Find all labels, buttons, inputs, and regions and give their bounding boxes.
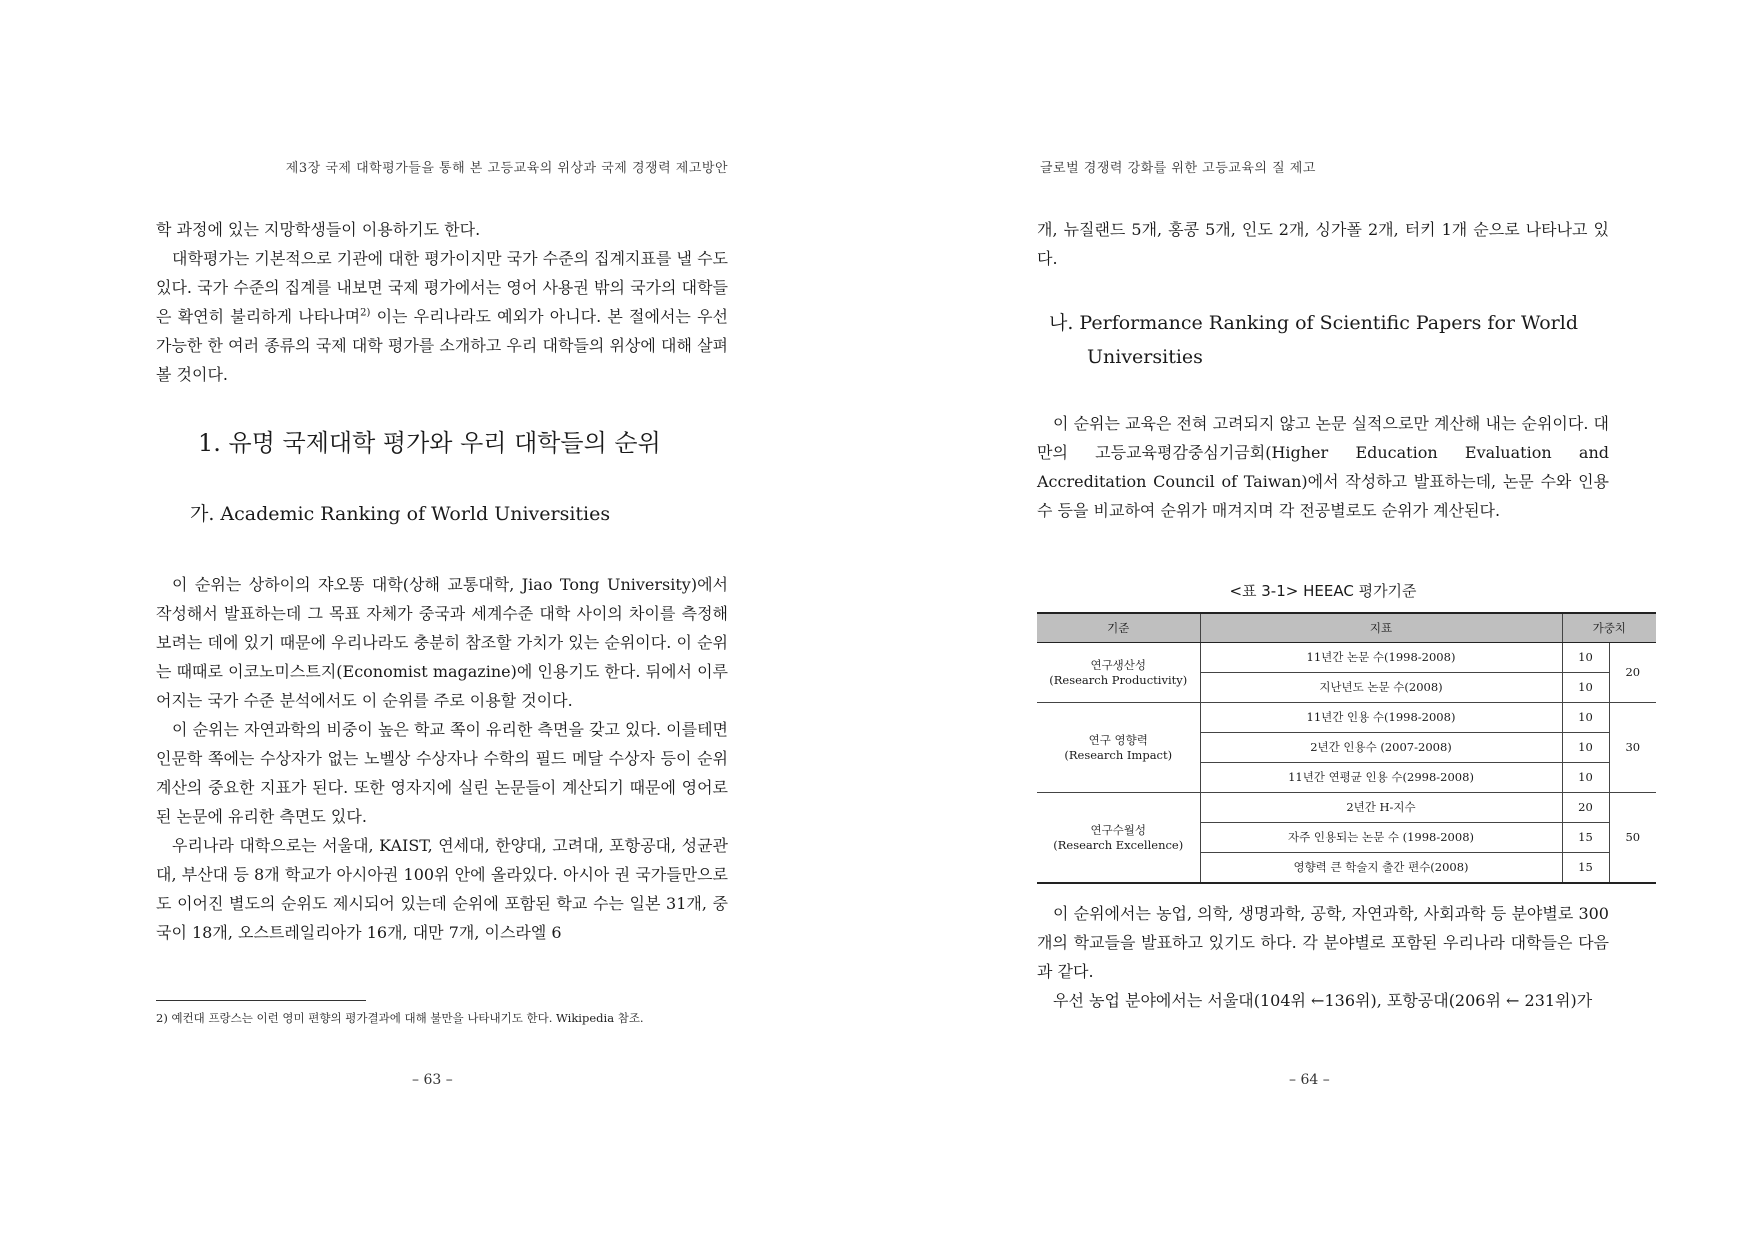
- criterion-name: 연구생산성: [1090, 657, 1147, 672]
- group-total-cell: 30: [1609, 703, 1656, 793]
- paragraph: 이 순위에서는 농업, 의학, 생명과학, 공학, 자연과학, 사회과학 등 분야별로 300개의 학교들을 발표하고 있기도 하다. 각 분야별로 포함된 우리나라 대학들은 다음과 같다.: [1037, 904, 1609, 981]
- table-row: [1037, 703, 1656, 733]
- paragraph: 우리나라 대학으로는 서울대, KAIST, 연세대, 한양대, 고려대, 포항공대, 성균관대, 부산대 등 8개 학교가 아시아권 100위 안에 올라있다. 아시아 권 국가들만으로도 이어진 별도의 순위도 제시되어 있는데 순위에 포함된 학교 수는 일본 31개, 중국이 18개, 오스트레일리아가 16개, 대만 7개, 이스라엘 6: [156, 836, 728, 942]
- group-total-cell: 50: [1609, 793, 1656, 884]
- indicator-cell: 2년간 H-지수: [1200, 793, 1562, 823]
- paragraph: 우선 농업 분야에서는 서울대(104위 ←136위), 포항공대(206위 ← 231위)가: [1053, 991, 1593, 1010]
- running-head: 글로벌 경쟁력 강화를 위한 고등교육의 질 제고: [1040, 161, 1316, 176]
- weight-cell: 10: [1562, 643, 1609, 673]
- left-page: [0, 0, 876, 1240]
- subsection-heading: [1037, 306, 1609, 374]
- section-heading: [156, 427, 728, 459]
- section-heading-text: 1. 유명 국제대학 평가와 우리 대학들의 순위: [198, 429, 661, 457]
- criterion-name-en: (Research Productivity): [1049, 672, 1188, 687]
- section-body: [156, 570, 728, 947]
- subsection-heading-text: 나. Performance Ranking of Scientific Papers for World: [1049, 312, 1579, 334]
- criterion-cell: [1037, 643, 1200, 703]
- table-row: [1037, 793, 1656, 823]
- weight-cell: 15: [1562, 823, 1609, 853]
- table-caption: <표 3-1> HEEAC 평가기준: [1229, 582, 1417, 600]
- section-body: [1037, 899, 1609, 1015]
- paragraph-text: 이는 우리나라도 예외가 아니다. 본 절에서는 우선 가능한 한 여러 종류의 국제 대학 평가를 소개하고 우리 대학들의 위상에 대해 살펴볼 것이다.: [156, 307, 728, 384]
- intro-text: [156, 215, 728, 389]
- paragraph: [156, 244, 728, 389]
- weight-cell: 10: [1562, 673, 1609, 703]
- weight-cell: 15: [1562, 853, 1609, 884]
- table-header-cell: 기준: [1037, 613, 1200, 643]
- indicator-cell: 자주 인용되는 논문 수 (1998-2008): [1200, 823, 1562, 853]
- right-page: [876, 0, 1753, 1240]
- page-number: – 63 –: [412, 1072, 453, 1088]
- paragraph: 이 순위는 자연과학의 비중이 높은 학교 쪽이 유리한 측면을 갖고 있다. 이를테면 인문학 쪽에는 수상자가 없는 노벨상 수상자나 수학의 필드 메달 수상자 등이 순위 계산의 중요한 지표가 된다. 또한 영자지에 실린 논문들이 계산되기 때문에 영어로 된 논문에 유리한 측면도 있다.: [156, 720, 728, 826]
- running-head: 제3장 국제 대학평가들을 통해 본 고등교육의 위상과 국제 경쟁력 제고방안: [285, 161, 728, 176]
- table-header-cell: 가중치: [1562, 613, 1656, 643]
- subsection-heading-text: Universities: [1087, 346, 1203, 368]
- continuation-text: [1037, 215, 1609, 273]
- table-header-cell: 지표: [1200, 613, 1562, 643]
- criterion-name: 연구수월성: [1090, 822, 1147, 837]
- paragraph-text: 대학평가는 기본적으로 기관에 대한 평가이지만 국가 수준의 집계지표를 낼 수도 있다. 국가 수준의 집계를 내보면 국제 평가에서는 영어 사용권 밖의 국가의 대학들은 확연히 불리하게 나타나며: [156, 249, 728, 326]
- paragraph: 이 순위는 교육은 전혀 고려되지 않고 논문 실적으로만 계산해 내는 순위이다. 대만의 고등교육평감중심기금회(Higher Education Evaluation and Accreditation Council of Taiwan)에서 작성하고 발표하는데, 논문 수와 인용 수 등을 비교하여 순위가 매겨지며 각 전공별로도 순위가 계산된다.: [1037, 414, 1609, 520]
- page-number: – 64 –: [1289, 1072, 1330, 1088]
- weight-cell: 10: [1562, 763, 1609, 793]
- table-header-row: [1037, 613, 1656, 643]
- criterion-cell: [1037, 793, 1200, 884]
- weight-cell: 10: [1562, 733, 1609, 763]
- table-row: [1037, 643, 1656, 673]
- footnote-reference[interactable]: 2): [360, 307, 371, 319]
- criterion-cell: [1037, 703, 1200, 793]
- weight-cell: 10: [1562, 703, 1609, 733]
- indicator-cell: 11년간 인용 수(1998-2008): [1200, 703, 1562, 733]
- indicator-cell: 11년간 연평균 인용 수(2998-2008): [1200, 763, 1562, 793]
- criterion-name: 연구 영향력: [1088, 732, 1148, 747]
- indicator-cell: 지난년도 논문 수(2008): [1200, 673, 1562, 703]
- indicator-cell: 11년간 논문 수(1998-2008): [1200, 643, 1562, 673]
- criterion-name-en: (Research Excellence): [1053, 837, 1184, 852]
- heeac-criteria-table: [1037, 612, 1656, 884]
- section-body: [1037, 409, 1609, 525]
- footnote-divider: [156, 1000, 366, 1001]
- group-total-cell: 20: [1609, 643, 1656, 703]
- subsection-heading-text: 가. Academic Ranking of World Universities: [190, 503, 611, 525]
- criterion-name-en: (Research Impact): [1064, 747, 1173, 762]
- paragraph: 개, 뉴질랜드 5개, 홍콩 5개, 인도 2개, 싱가폴 2개, 터키 1개 순으로 나타나고 있다.: [1037, 220, 1609, 268]
- subsection-heading: [156, 497, 728, 531]
- paragraph: 학 과정에 있는 지망학생들이 이용하기도 한다.: [156, 220, 481, 239]
- indicator-cell: 2년간 인용수 (2007-2008): [1200, 733, 1562, 763]
- paragraph: 이 순위는 상하이의 쟈오똥 대학(상해 교통대학, Jiao Tong University)에서 작성해서 발표하는데 그 목표 자체가 중국과 세계수준 대학 사이의 차이를 측정해보려는 데에 있기 때문에 우리나라도 충분히 참조할 가치가 있는 순위이다. 이 순위는 때때로 이코노미스트지(Economist magazine)에 인용기도 한다. 뒤에서 이루어지는 국가 수준 분석에서도 이 순위를 주로 이용할 것이다.: [156, 575, 728, 710]
- indicator-cell: 영향력 큰 학술지 출간 편수(2008): [1200, 853, 1562, 884]
- weight-cell: 20: [1562, 793, 1609, 823]
- footnote: 2) 예컨대 프랑스는 이런 영미 편향의 평가결과에 대해 불만을 나타내기도 한다. Wikipedia 참조.: [156, 1011, 644, 1025]
